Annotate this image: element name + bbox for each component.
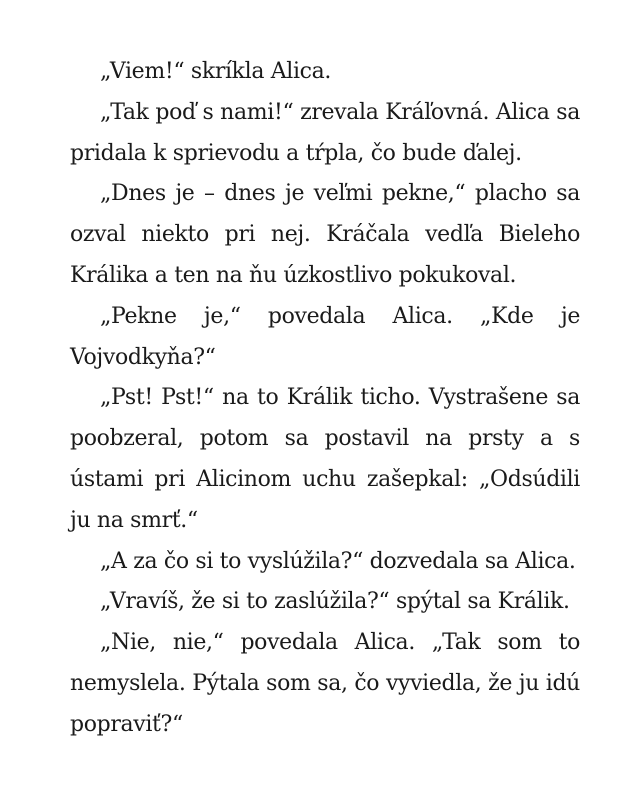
paragraph-7: „Vravíš, že si to zaslúžila?“ spýtal sa Králik. (100, 589, 570, 615)
paragraph-1: „Viem!“ skríkla Alica. (100, 59, 332, 84)
paragraph-5: „Pst! Pst!“ na to Králik ticho. Vystrašene sa poobzeral, potom sa postavil na prsty a s ústami pri Alicinom uchu zašepkal: „Odsúdili ju na smrť.“ (70, 385, 580, 533)
paragraph-3: „Dnes je – dnes je veľmi pekne,“ placho sa ozval niekto pri nej. Kráčala vedľa Bieleho Králika a ten na ňu úzkostlivo pokukoval. (70, 181, 580, 288)
paragraph-2: „Tak poď s nami!“ zrevala Kráľovná. Alica sa pridala k sprievodu a tŕpla, čo bude ďalej. (70, 99, 580, 166)
paragraph-6: „A za čo si to vyslúžila?“ dozvedala sa Alica. (100, 548, 576, 574)
paragraph-4: „Pekne je,“ povedala Alica. „Kde je Vojvodkyňa?“ (70, 303, 580, 370)
paragraph-8: „Nie, nie,“ povedala Alica. „Tak som to nemyslela. Pýtala som sa, čo vyviedla, že ju idú popraviť?“ (70, 630, 580, 737)
body-text (70, 52, 580, 746)
